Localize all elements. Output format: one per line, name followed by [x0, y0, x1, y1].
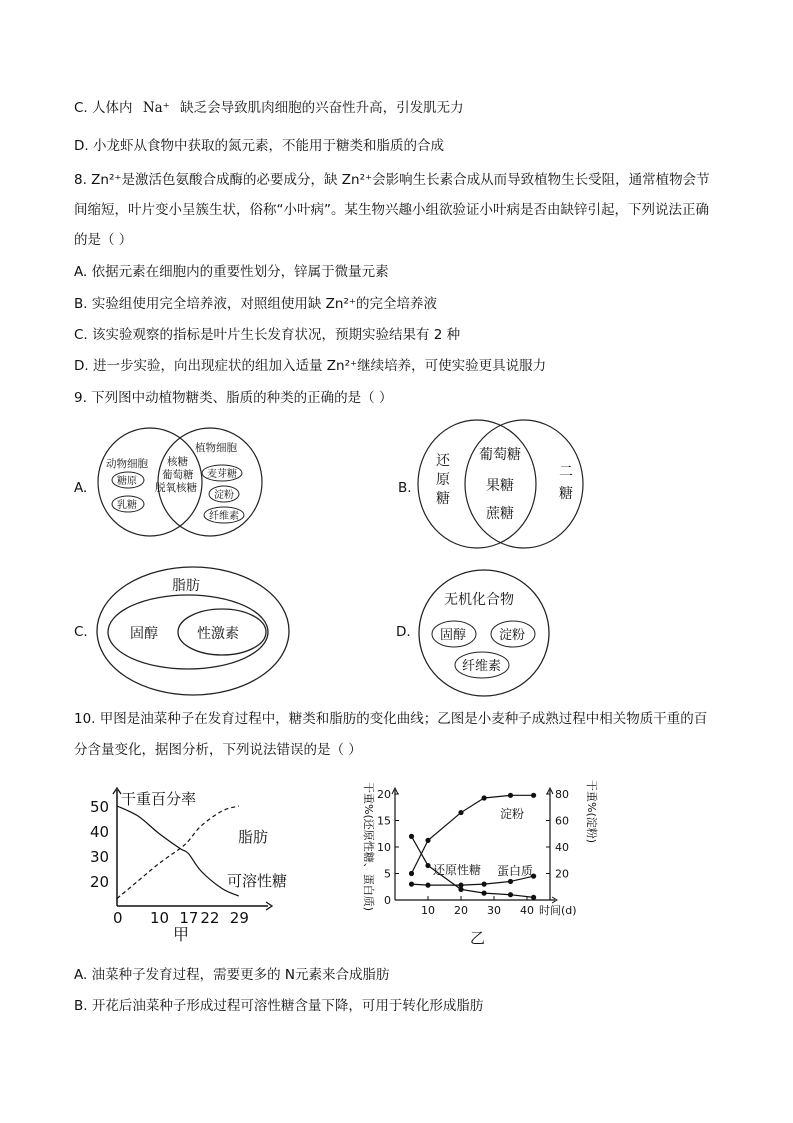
a-right-item-2: 纤维素 — [209, 511, 239, 522]
c-middle-label: 固醇 — [130, 626, 158, 642]
yi-left-tick-2: 10 — [377, 841, 391, 854]
b-left-char-2: 糖 — [436, 491, 450, 507]
yi-right-label: 干重%(淀粉) — [585, 780, 598, 844]
jia-legend-fat: 脂肪 — [238, 828, 269, 846]
c-inner-label: 性激素 — [197, 626, 239, 642]
q8-stem-line2: 间缩短，叶片变小呈簇生状，俗称“小叶病”。某生物兴趣小组欲验证小叶病是否由缺锌引起，下列说法正确 — [74, 202, 709, 218]
a-center-item-0: 核糖 — [167, 456, 188, 468]
yi-series-0-point-3 — [482, 795, 487, 800]
yi-right-tick-1: 40 — [555, 841, 569, 854]
yi-series-1-point-0 — [409, 834, 414, 839]
jia-x-tick-3: 22 — [200, 909, 220, 927]
q9-diagram-b — [416, 418, 586, 551]
yi-series-2-point-1 — [425, 883, 430, 888]
yi-series-2-point-3 — [482, 882, 487, 887]
yi-series-1-point-4 — [508, 892, 513, 897]
q8-option-b: B. 实验组使用完全培养液，对照组使用缺 Zn²⁺的完全培养液 — [74, 296, 437, 312]
plant-cell-title: 植物细胞 — [195, 442, 237, 454]
q9-d-letter: D. — [396, 624, 411, 640]
yi-left-tick-3: 15 — [377, 814, 391, 828]
q7-option-d: D. 小龙虾从食物中获取的氮元素，不能用于糖类和脂质的合成 — [74, 138, 444, 154]
b-left-char-0: 还 — [436, 453, 450, 469]
q9-diagram-d — [416, 566, 552, 700]
chart-jia — [80, 780, 320, 945]
yi-left-label: 干重%(还原性糖、蛋白质) — [362, 782, 375, 912]
q9-a-letter: A. — [74, 480, 88, 496]
q10-option-b: B. 开花后油菜种子形成过程可溶性糖含量下降，可用于转化形成脂肪 — [74, 998, 484, 1014]
b-center-item-1: 果糖 — [486, 478, 514, 494]
yi-series-2-point-4 — [508, 879, 513, 884]
yi-series-0-point-0 — [409, 871, 414, 876]
q9-b-letter: B. — [398, 480, 412, 496]
d-outer-label: 无机化合物 — [444, 592, 514, 608]
chart-yi — [355, 770, 605, 950]
yi-x-tick-1: 20 — [454, 904, 468, 917]
a-center-item-1: 葡萄糖 — [162, 469, 194, 481]
yi-series-0-point-5 — [531, 793, 536, 798]
q9-stem: 9. 下列图中动植物糖类、脂质的种类的正确的是（ ） — [74, 390, 393, 406]
b-center-item-0: 葡萄糖 — [479, 447, 521, 463]
q9-diagram-a — [95, 424, 265, 544]
yi-series-2-point-0 — [409, 882, 414, 887]
yi-series-1-point-5 — [531, 895, 536, 900]
q7-option-c — [74, 98, 464, 118]
animal-cell-title: 动物细胞 — [106, 458, 148, 470]
jia-legend-sugar: 可溶性糖 — [227, 872, 288, 890]
q9-diagram-c — [93, 563, 293, 699]
jia-x-tick-2: 17 — [179, 909, 199, 927]
d-item-1: 淀粉 — [499, 628, 526, 643]
disaccharide-circle — [465, 420, 583, 548]
yi-x-tick-0: 10 — [421, 904, 435, 917]
jia-y-label: 干重百分率 — [121, 790, 197, 808]
yi-series-0-point-1 — [425, 838, 430, 843]
jia-title: 甲 — [173, 925, 190, 944]
q10-stem-line1: 10. 甲图是油菜种子在发育过程中，糖类和脂肪的变化曲线；乙图是小麦种子成熟过程中相关物质干重的百 — [74, 711, 708, 727]
b-left-char-1: 原 — [436, 472, 450, 488]
a-left-item-0: 糖原 — [117, 476, 137, 487]
yi-right-tick-2: 60 — [555, 814, 569, 828]
yi-right-tick-3: 80 — [555, 788, 569, 801]
q9-c-letter: C. — [74, 624, 88, 640]
yi-left-tick-4: 20 — [377, 788, 391, 801]
q10-option-a: A. 油菜种子发育过程，需要更多的 N元素来合成脂肪 — [74, 967, 390, 983]
d-item-2: 纤维素 — [462, 659, 502, 674]
jia-y-tick-2: 40 — [90, 823, 110, 841]
jia-x-tick-4: 29 — [229, 909, 249, 927]
q7-option-c-pre: C. 人体内 — [74, 100, 133, 116]
yi-x-tick-3: 40 — [520, 904, 534, 917]
jia-y-tick-3: 50 — [90, 798, 110, 816]
q8-stem-line3: 的是（ ） — [74, 232, 133, 248]
c-outer-label: 脂肪 — [172, 578, 200, 594]
a-center-item-2: 脱氧核糖 — [155, 482, 197, 494]
q8-option-a: A. 依据元素在细胞内的重要性划分，锌属于微量元素 — [74, 264, 389, 280]
yi-series-2-point-2 — [458, 883, 463, 888]
yi-legend-starch: 淀粉 — [500, 807, 525, 821]
jia-series-0-line — [117, 806, 239, 899]
a-right-item-1: 淀粉 — [214, 490, 234, 501]
yi-title: 乙 — [470, 929, 486, 947]
q7-option-c-post: 缺乏会导致肌肉细胞的兴奋性升高，引发肌无力 — [180, 100, 464, 116]
jia-y-tick-0: 20 — [90, 873, 110, 891]
q8-stem-line1: 8. Zn²⁺是激活色氨酸合成酶的必要成分，缺 Zn²⁺会影响生长素合成从而导致植物生长受阻，通常植物会节 — [74, 172, 710, 188]
yi-series-1-point-3 — [482, 891, 487, 896]
b-center-item-2: 蔗糖 — [486, 506, 514, 522]
yi-x-tick-2: 30 — [487, 904, 501, 917]
jia-x-tick-0: 0 — [113, 909, 123, 927]
jia-x-tick-1: 10 — [150, 909, 170, 927]
q8-option-c: C. 该实验观察的指标是叶片生长发育状况，预期实验结果有 2 种 — [74, 327, 461, 343]
jia-y-tick-1: 30 — [90, 848, 110, 866]
a-left-item-1: 乳糖 — [117, 500, 137, 511]
yi-left-tick-0: 0 — [384, 894, 391, 907]
yi-series-0-point-4 — [508, 793, 513, 798]
inorganic-circle — [419, 570, 549, 696]
yi-series-1-point-1 — [425, 863, 430, 868]
yi-series-0-point-2 — [458, 810, 463, 815]
q10-stem-line2: 分含量变化，据图分析，下列说法错误的是（ ） — [74, 742, 362, 758]
q8-option-d: D. 进一步实验，向出现症状的组加入适量 Zn²⁺继续培养，可使实验更具说服力 — [74, 358, 547, 374]
a-right-item-0: 麦芽糖 — [207, 469, 237, 480]
q7-na-ion: Na⁺ — [142, 100, 170, 116]
b-right-char-0: 二 — [559, 464, 573, 480]
yi-x-label: 时间(d) — [539, 904, 577, 917]
yi-right-tick-0: 20 — [555, 867, 569, 881]
yi-legend-reducing-sugar: 还原性糖 — [433, 863, 482, 877]
d-item-0: 固醇 — [440, 628, 467, 643]
yi-legend-protein: 蛋白质 — [497, 864, 534, 878]
b-right-char-1: 糖 — [559, 486, 573, 502]
yi-left-tick-1: 5 — [384, 867, 391, 881]
